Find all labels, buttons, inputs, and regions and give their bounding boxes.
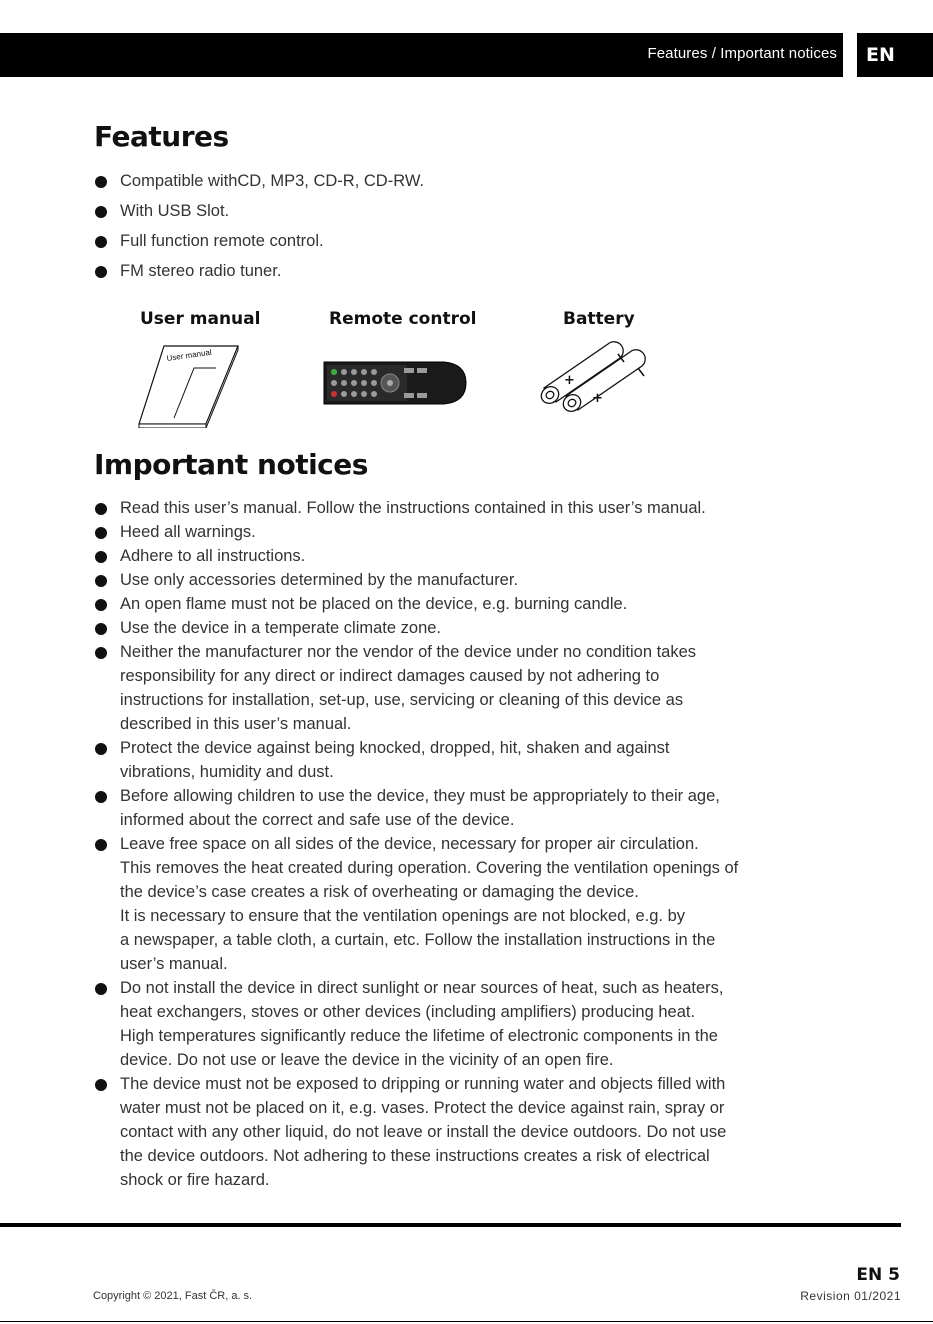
bullet-icon xyxy=(95,575,107,587)
list-item-text: Use only accessories determined by the manufacturer. xyxy=(120,571,519,589)
battery-icon xyxy=(534,340,658,426)
list-item-text: Compatible withCD, MP3, CD-R, CD-RW. xyxy=(120,172,425,190)
list-item-text: An open flame must not be placed on the device, e.g. burning candle. xyxy=(120,595,628,613)
list-item xyxy=(0,200,424,230)
bullet-icon xyxy=(95,266,107,278)
list-item xyxy=(0,784,840,832)
bullet-icon xyxy=(95,623,107,635)
bullet-icon xyxy=(95,527,107,539)
list-item xyxy=(0,520,840,544)
bullet-icon xyxy=(95,206,107,218)
revision: Revision 01/2021 xyxy=(800,1289,901,1303)
list-item xyxy=(0,496,840,520)
bullet-icon xyxy=(95,503,107,515)
header-bar xyxy=(0,33,843,77)
breadcrumb: Features / Important notices xyxy=(647,45,837,62)
remote-control-label: Remote control xyxy=(329,309,477,329)
bullet-icon xyxy=(95,236,107,248)
bottom-divider xyxy=(0,1321,933,1322)
list-item xyxy=(0,736,840,784)
list-item-text: Use the device in a temperate climate zone. xyxy=(120,619,442,637)
list-item-text: Before allowing children to use the device, they must be appropriately to their age, informed about the correct and safe use of the device. xyxy=(120,787,720,829)
list-item-text: Adhere to all instructions. xyxy=(120,547,306,565)
bullet-icon xyxy=(95,1079,107,1091)
list-item-text: Full function remote control. xyxy=(120,232,324,250)
copyright: Copyright © 2021, Fast ČR, a. s. xyxy=(93,1290,253,1302)
battery-label: Battery xyxy=(563,309,635,329)
list-item-text: FM stereo radio tuner. xyxy=(120,262,282,280)
list-item xyxy=(0,832,840,976)
list-item-text: The device must not be exposed to dripping or running water and objects filled with water must not be placed on it, e.g. vases. Protect the device against rain, spray or contact with any other liquid, do not leave or install the device outdoors. Do not use the device outdoors. Not adhering to these instructions creates a risk of electrical shock or fire hazard. xyxy=(120,1075,727,1189)
list-item-text: Heed all warnings. xyxy=(120,523,256,541)
list-item xyxy=(0,568,840,592)
list-item xyxy=(0,544,840,568)
bullet-icon xyxy=(95,551,107,563)
language-tab: EN xyxy=(857,33,933,77)
list-item xyxy=(0,260,424,290)
bullet-icon xyxy=(95,647,107,659)
bullet-icon xyxy=(95,839,107,851)
list-item-text: Protect the device against being knocked, dropped, hit, shaken and against vibrations, humidity and dust. xyxy=(120,739,670,781)
features-title: Features xyxy=(94,120,229,153)
book-icon xyxy=(136,342,242,428)
page-number: EN 5 xyxy=(856,1265,900,1285)
list-item xyxy=(0,976,840,1072)
notices-list xyxy=(0,496,840,1192)
bullet-icon xyxy=(95,983,107,995)
list-item-text: Do not install the device in direct sunlight or near sources of heat, such as heaters, heat exchangers, stoves or other devices (including amplifiers) producing heat. High temperatures significantly reduce the lifetime of electronic components in the device. Do not use or leave the device in the vicinity of an open fire. xyxy=(120,979,724,1069)
features-list xyxy=(0,170,424,290)
footer-rule xyxy=(0,1223,901,1227)
remote-control-icon xyxy=(322,360,468,406)
list-item xyxy=(0,616,840,640)
bullet-icon xyxy=(95,176,107,188)
bullet-icon xyxy=(95,599,107,611)
list-item xyxy=(0,170,424,200)
list-item-text: With USB Slot. xyxy=(120,202,230,220)
important-notices-title: Important notices xyxy=(94,448,368,481)
list-item xyxy=(0,1072,840,1192)
bullet-icon xyxy=(95,791,107,803)
list-item-text: Leave free space on all sides of the device, necessary for proper air circulation. This removes the heat created during operation. Covering the ventilation openings of the device’s case creates a risk of overheating or damaging the device. It is necessary to ensure that the ventilation openings are not blocked, e.g. by a newspaper, a table cloth, a curtain, etc. Follow the installation instructions in the user’s manual. xyxy=(120,835,739,973)
user-manual-cover-text: User manual xyxy=(166,347,213,363)
list-item xyxy=(0,640,840,736)
list-item-text: Neither the manufacturer nor the vendor of the device under no condition takes responsibility for any direct or indirect damages caused by not adhering to instructions for installation, set-up, use, servicing or cleaning of this device as described in this user’s manual. xyxy=(120,643,697,733)
svg-text:+: + xyxy=(592,391,603,406)
user-manual-label: User manual xyxy=(140,309,261,329)
list-item-text: Read this user’s manual. Follow the instructions contained in this user’s manual. xyxy=(120,499,706,517)
list-item xyxy=(0,230,424,260)
bullet-icon xyxy=(95,743,107,755)
list-item xyxy=(0,592,840,616)
svg-text:+: + xyxy=(564,373,575,388)
